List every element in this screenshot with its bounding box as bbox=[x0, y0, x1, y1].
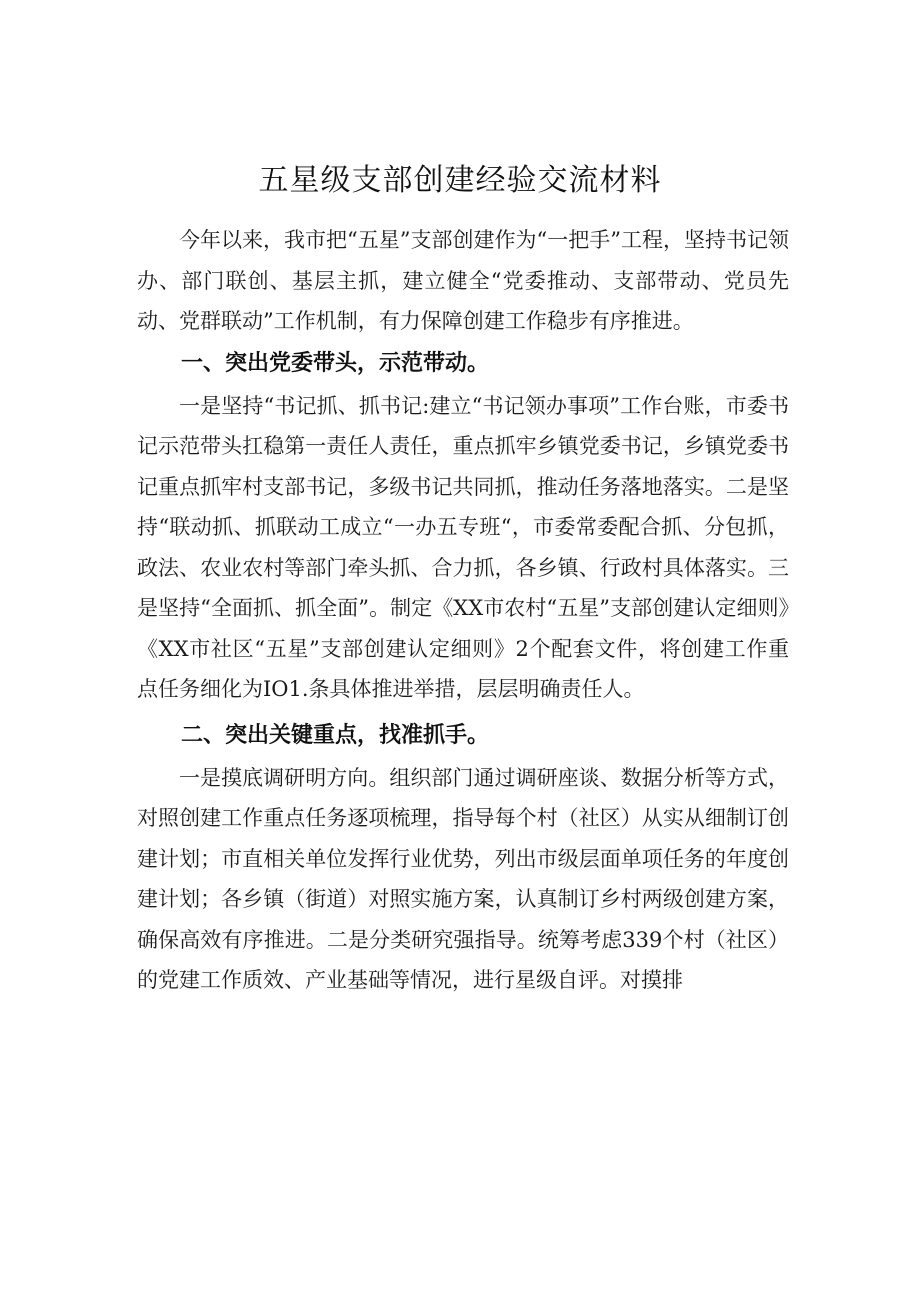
section-1-paragraph: 一是坚持“书记抓、抓书记:建立“书记领办事项”工作台账，市委书记示范带头扛稳第一责任人责任，重点抓牢乡镇党委书记，乡镇党委书记重点抓牢村支部书记，多级书记共同抓，推动任务落地落实。二是坚持“联动抓、抓联动工成立“一办五专班“，市委常委配合抓、分包抓，政法、农业农村等部门牵头抓、合力抓，各乡镇、行政村具体落实。三是坚持“全面抓、抓全面”。制定《XX市农村“五星”支部创建认定细则》《XX市社区“五星”支部创建认定细则》2个配套文件，将创建工作重点任务细化为IO1.条具体推进举措，层层明确责任人。 bbox=[137, 393, 789, 701]
document-body bbox=[137, 220, 789, 1001]
intro-paragraph: 今年以来，我市把“五星”支部创建作为“一把手”工程，坚持书记领办、部门联创、基层主抓，建立健全“党委推动、支部带动、党员先动、党群联动”工作机制，有力保障创建工作稳步有序推进。 bbox=[137, 228, 789, 333]
section-1-heading: 一、突出党委带头，示范带动。 bbox=[181, 350, 490, 376]
section-2-paragraph: 一是摸底调研明方向。组织部门通过调研座谈、数据分析等方式，对照创建工作重点任务逐项梳理，指导每个村（社区）从实从细制订创建计划；市直相关单位发挥行业优势，列出市级层面单项任务的年度创建计划；各乡镇（街道）对照实施方案，认真制订乡村两级创建方案，确保高效有序推进。二是分类研究强指导。统筹考虑339个村（社区）的党建工作质效、产业基础等情况，进行星级自评。对摸排 bbox=[137, 765, 789, 992]
section-2-heading: 二、突出关键重点，找准抓手。 bbox=[181, 722, 490, 748]
document-title: 五星级支部创建经验交流材料 bbox=[258, 163, 662, 198]
